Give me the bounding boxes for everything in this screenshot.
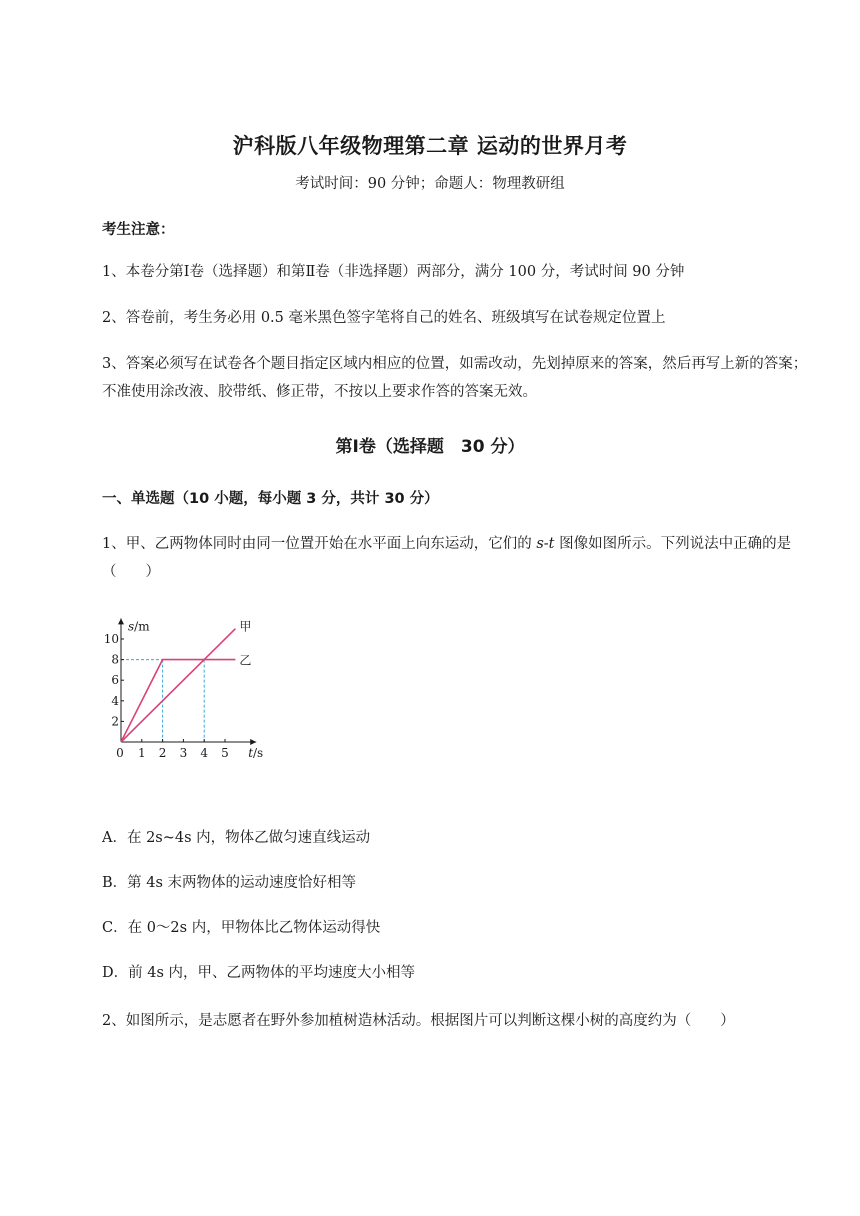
question-1-stem xyxy=(102,530,814,586)
x-tick-label: 5 xyxy=(221,746,229,760)
y-tick-label: 10 xyxy=(103,632,119,646)
option-a: A．在 2s~4s 内，物体乙做匀速直线运动 xyxy=(102,830,371,846)
series-jia-line xyxy=(121,629,235,742)
question-2-stem: 2、如图所示，是志愿者在野外参加植树造林活动。根据图片可以判断这棵小树的高度约为（ ） xyxy=(102,1013,735,1029)
y-tick-label: 2 xyxy=(111,714,119,729)
option-d: D．前 4s 内，甲、乙两物体的平均速度大小相等 xyxy=(102,965,416,981)
question-1-stem-variable: s-t xyxy=(536,536,555,552)
option-c: C．在 0～2s 内，甲物体比乙物体运动得快 xyxy=(102,920,381,936)
x-axis-arrow xyxy=(250,739,256,745)
question-1-stem-text-end: 图像如图所示。下列说法中正确的是（ ） xyxy=(102,536,792,580)
notice-item-3: 3、答案必须写在试卷各个题目指定区域内相应的位置，如需改动，先划掉原来的答案，然后再写上新的答案；不准使用涂改液、胶带纸、修正带，不按以上要求作答的答案无效。 xyxy=(102,356,808,400)
axes xyxy=(118,618,256,745)
notice-heading: 考生注意： xyxy=(102,222,175,238)
x-tick-label: 3 xyxy=(179,746,188,760)
y-axis-variable: s xyxy=(128,619,135,634)
part-heading: 一、单选题（10 小题，每小题 3 分，共计 30 分） xyxy=(102,491,439,507)
page-title: 沪科版八年级物理第二章 运动的世界月考 xyxy=(232,134,628,158)
x-axis-variable: t xyxy=(248,746,254,760)
exam-info: 考试时间：90 分钟；命题人：物理教研组 xyxy=(295,176,565,192)
y-axis-label xyxy=(128,619,150,633)
x-tick-label: 1 xyxy=(137,746,146,760)
st-graph xyxy=(103,614,272,768)
y-axis-arrow xyxy=(118,618,124,624)
y-axis-unit: /m xyxy=(134,619,150,634)
y-tick-label: 8 xyxy=(111,652,119,667)
series-yi-line xyxy=(121,660,235,742)
series xyxy=(121,629,235,742)
y-tick-label: 4 xyxy=(111,693,119,708)
notice-item-2: 2、答卷前，考生务必用 0.5 毫米黑色签字笔将自己的姓名、班级填写在试卷规定位置上 xyxy=(102,310,666,326)
series-yi-label: 乙 xyxy=(239,653,252,668)
x-axis-label xyxy=(248,746,263,760)
x-tick-label: 4 xyxy=(200,746,209,760)
x-tick-label: 2 xyxy=(158,746,167,760)
question-1-stem-text: 1、甲、乙两物体同时由同一位置开始在水平面上向东运动，它们的 xyxy=(102,536,537,552)
x-axis-unit: /s xyxy=(253,746,264,760)
option-b: B．第 4s 末两物体的运动速度恰好相等 xyxy=(102,875,357,891)
y-tick-label: 6 xyxy=(111,673,119,688)
notice-item-1: 1、本卷分第Ⅰ卷（选择题）和第Ⅱ卷（非选择题）两部分，满分 100 分，考试时间 90 分钟 xyxy=(102,264,685,280)
x-tick-label: 0 xyxy=(116,746,124,760)
series-jia-label: 甲 xyxy=(239,619,252,634)
section-title: 第Ⅰ卷（选择题 30 分） xyxy=(335,437,525,457)
